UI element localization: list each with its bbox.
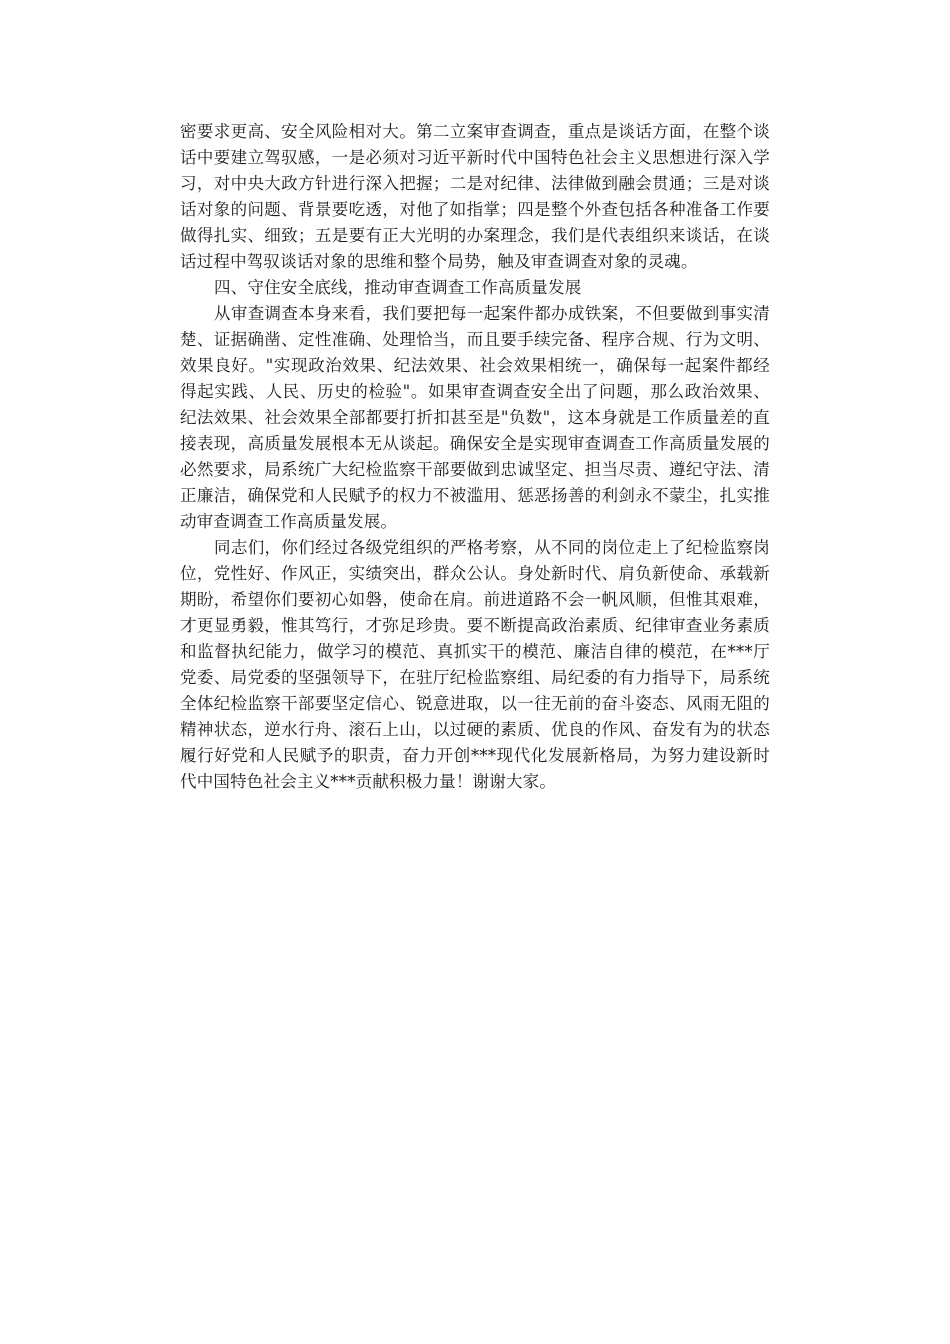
document-body [180, 119, 770, 795]
paragraph-safety: 从审查调查本身来看，我们要把每一起案件都办成铁案，不但要做到事实清楚、证据确凿、定性准确、处理恰当，而且要手续完备、程序合规、行为文明、效果良好。"实现政治效果、纪法效果、社会效果相统一，确保每一起案件都经得起实践、人民、历史的检验"。如果审查调查安全出了问题，那么政治效果、纪法效果、社会效果全部都要打折扣甚至是"负数"，这本身就是工作质量差的直接表现，高质量发展根本无从谈起。确保安全是实现审查调查工作高质量发展的必然要求，局系统广大纪检监察干部要做到忠诚坚定、担当尽责、遵纪守法、清正廉洁，确保党和人民赋予的权力不被滥用、惩恶扬善的利剑永不蒙尘，扎实推动审查调查工作高质量发展。 [180, 304, 770, 531]
section-heading: 四、守住安全底线，推动审查调查工作高质量发展 [214, 278, 582, 297]
paragraph-closing: 同志们，你们经过各级党组织的严格考察，从不同的岗位走上了纪检监察岗位，党性好、作风正，实绩突出，群众公认。身处新时代、肩负新使命、承载新期盼，希望你们要初心如磐，使命在肩。前进道路不会一帆风顺，但惟其艰难，才更显勇毅，惟其笃行，才弥足珍贵。要不断提高政治素质、纪律审查业务素质和监督执纪能力，做学习的模范、真抓实干的模范、廉洁自律的模范，在***厅党委、局党委的坚强领导下，在驻厅纪检监察组、局纪委的有力指导下，局系统全体纪检监察干部要坚定信心、锐意进取，以一往无前的奋斗姿态、风雨无阻的精神状态，逆水行舟、滚石上山，以过硬的素质、优良的作风、奋发有为的状态履行好党和人民赋予的职责，奋力开创***现代化发展新格局，为努力建设新时代中国特色社会主义***贡献积极力量！谢谢大家。 [180, 538, 770, 791]
paragraph-continuation: 密要求更高、安全风险相对大。第二立案审查调查，重点是谈话方面，在整个谈话中要建立驾驭感，一是必须对习近平新时代中国特色社会主义思想进行深入学习，对中央大政方针进行深入把握；二是对纪律、法律做到融会贯通；三是对谈话对象的问题、背景要吃透，对他了如指掌；四是整个外查包括各种准备工作要做得扎实、细致；五是要有正大光明的办案理念，我们是代表组织来谈话，在谈话过程中驾驭谈话对象的思维和整个局势，触及审查调查对象的灵魂。 [180, 122, 770, 271]
